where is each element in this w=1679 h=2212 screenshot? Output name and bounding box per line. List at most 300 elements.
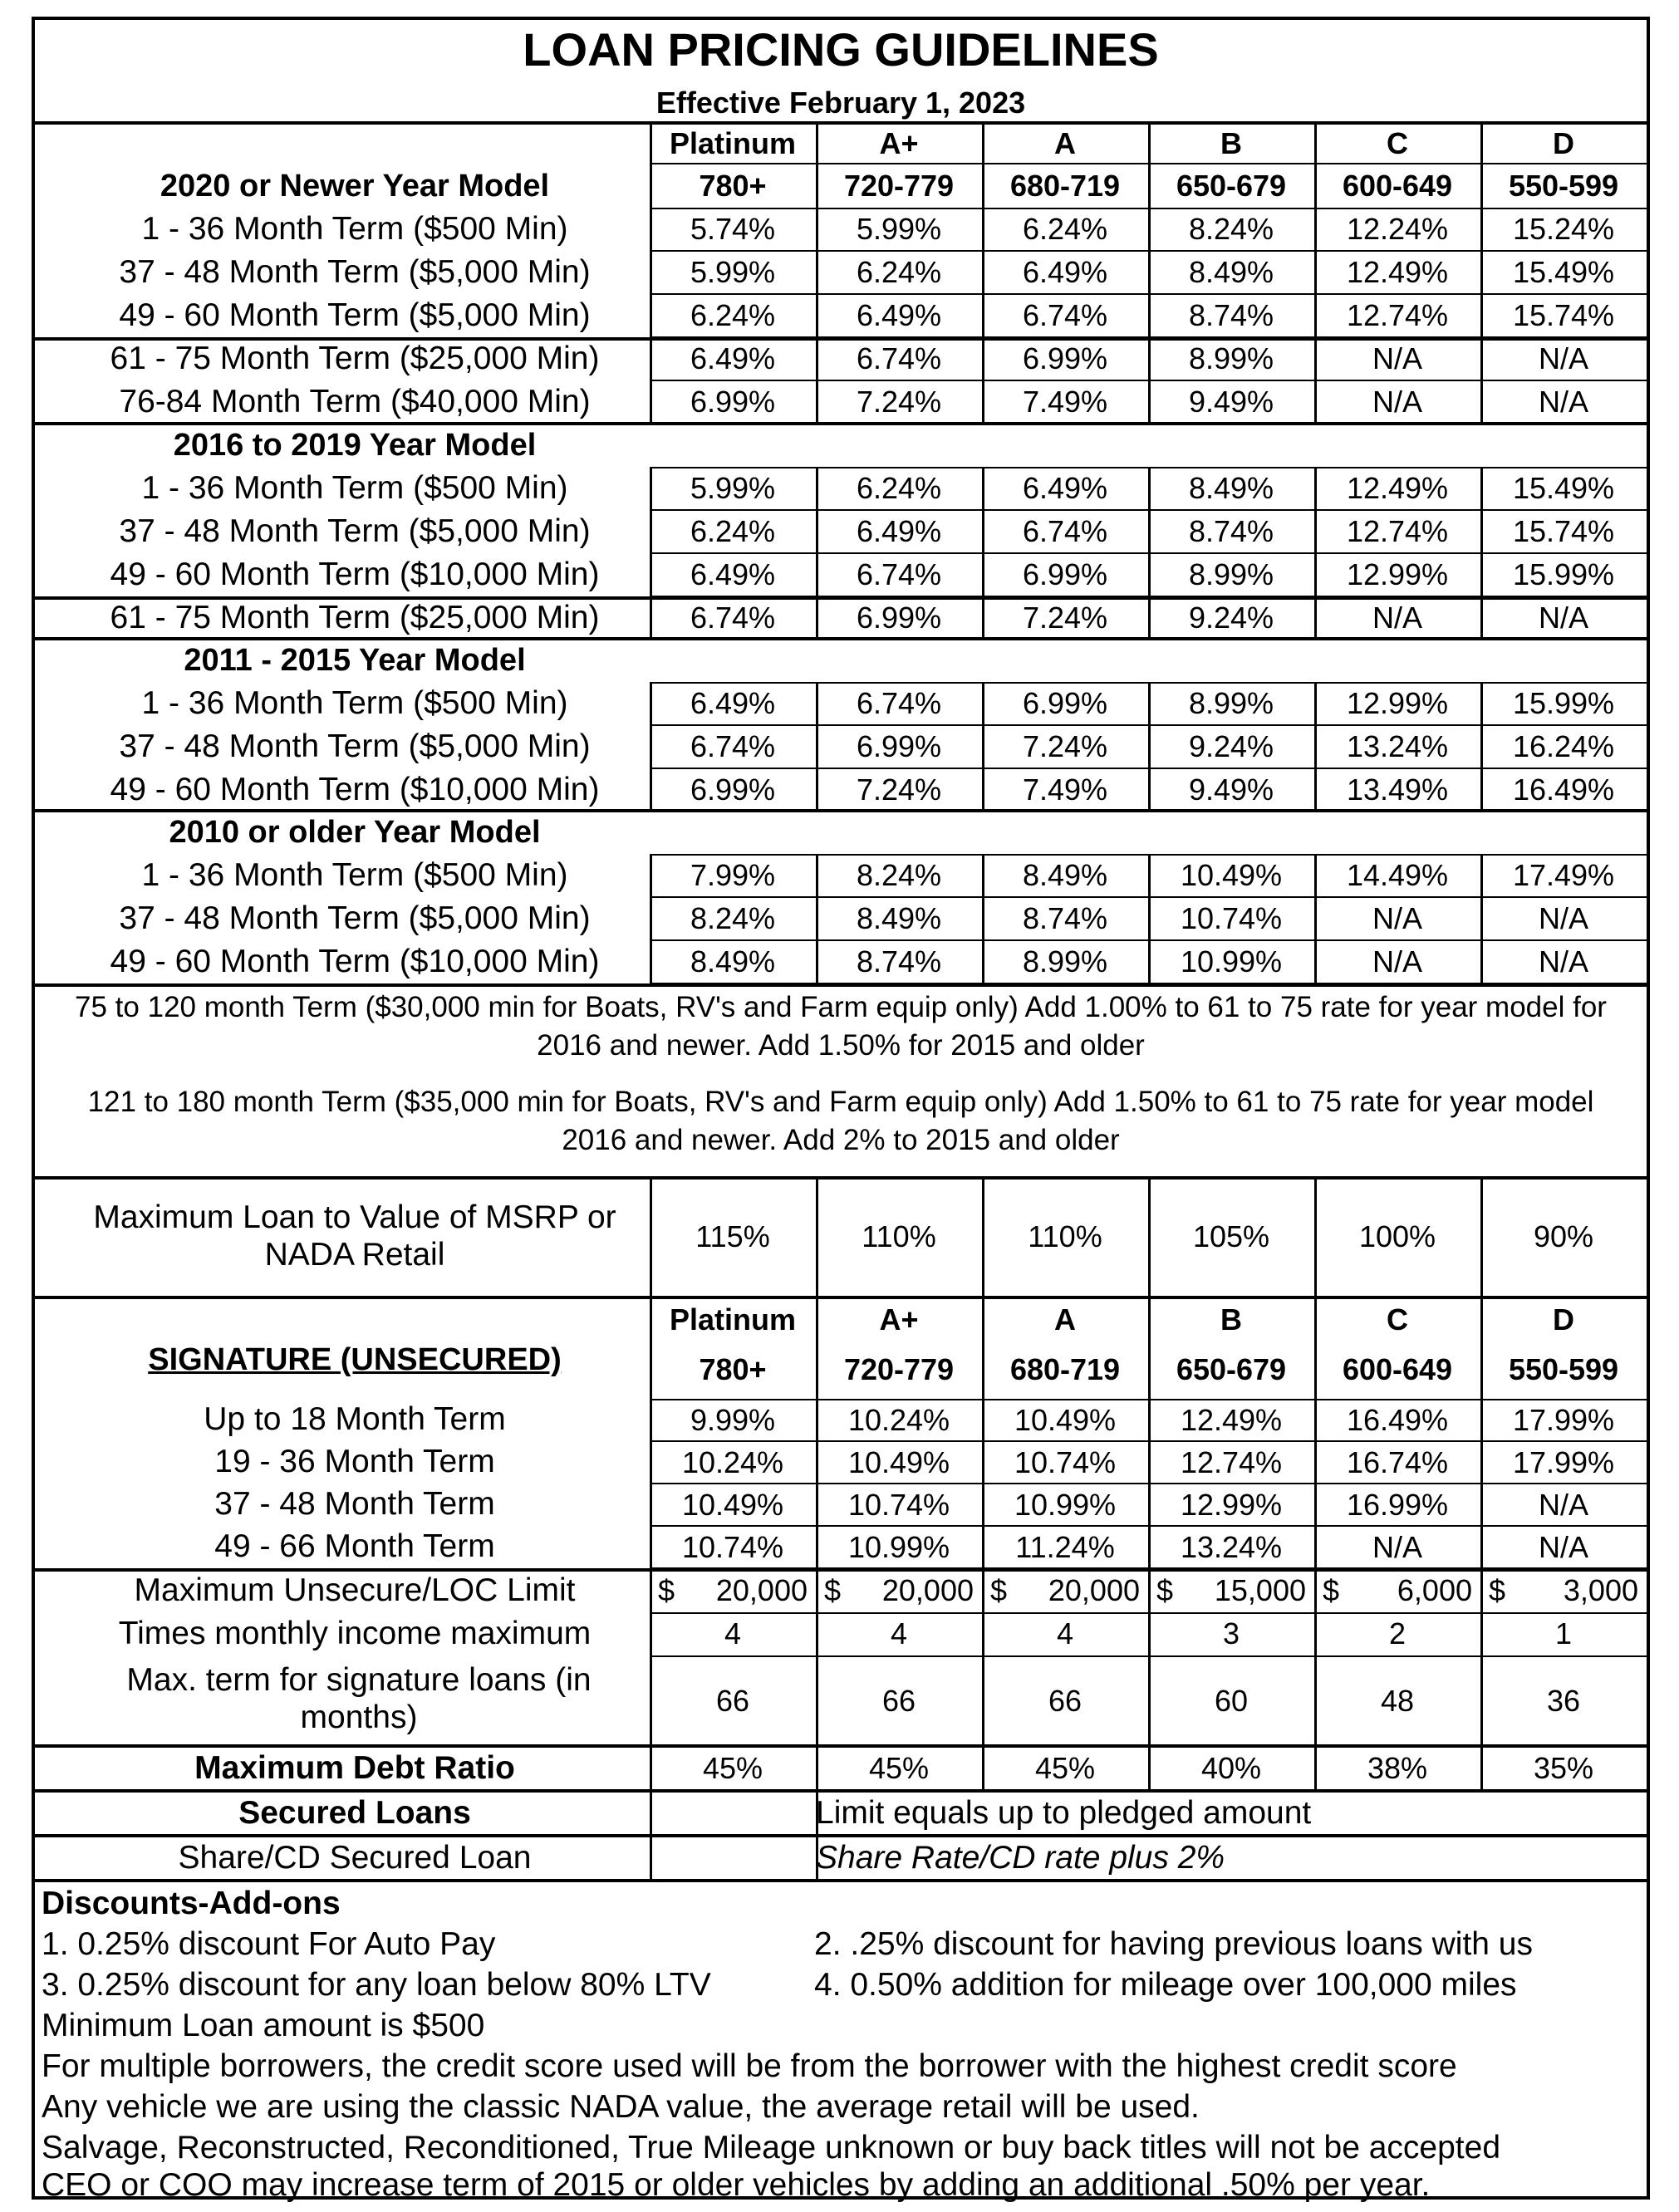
share-cd-text: Share Rate/CD rate plus 2% <box>816 1839 1225 1876</box>
rule <box>35 637 1647 640</box>
column-rule <box>1480 1399 1483 1568</box>
limit-amount: 6,000 <box>1397 1573 1472 1608</box>
rate-cell-b: 8.99% <box>1188 557 1274 592</box>
rate-cell-b: 9.49% <box>1188 385 1274 419</box>
rate-cell-d: 15.74% <box>1512 514 1615 549</box>
column-rule <box>1314 125 1317 208</box>
sig-rate-cell-c: 16.99% <box>1346 1487 1449 1522</box>
column-rule <box>982 467 984 640</box>
term-label: 37 - 48 Month Term ($5,000 Min) <box>119 513 591 549</box>
discount-line-5: CEO or COO may increase term of 2015 or older vehicles by adding an additional .50% per year. <box>42 2167 1431 2203</box>
column-rule <box>816 1568 818 1791</box>
term-label: 49 - 60 Month Term ($10,000 Min) <box>110 556 600 592</box>
column-rule <box>650 1299 652 1399</box>
rate-cell-platinum: 8.49% <box>690 944 776 979</box>
rate-cell-platinum: 7.99% <box>690 858 776 893</box>
column-rule <box>1480 1299 1483 1399</box>
rate-cell-platinum: 6.99% <box>690 772 776 807</box>
column-rule <box>1314 1299 1317 1399</box>
rule <box>35 1834 1647 1837</box>
column-rule <box>1314 1176 1317 1296</box>
rate-cell-d: 15.99% <box>1512 686 1615 721</box>
rate-cell-c: N/A <box>1372 944 1422 979</box>
column-rule <box>650 1568 652 1791</box>
rate-cell-b: 8.49% <box>1188 255 1274 290</box>
rate-cell-a: 7.24% <box>1022 601 1108 635</box>
score-header-platinum: 780+ <box>699 169 767 204</box>
unsecure-limit-cell <box>1480 1570 1647 1611</box>
column-rule <box>1148 125 1151 208</box>
column-rule <box>650 854 652 983</box>
currency-symbol: $ <box>990 1573 1008 1608</box>
rate-cell-a-plus: 6.49% <box>856 298 942 333</box>
section-heading: 2011 - 2015 Year Model <box>184 642 526 678</box>
rate-cell-a: 7.49% <box>1022 772 1108 807</box>
rate-cell-a: 8.74% <box>1022 901 1108 936</box>
rate-cell-d: N/A <box>1538 341 1588 376</box>
tier-header-a: A <box>1054 126 1076 161</box>
rate-cell-a-plus: 6.99% <box>856 729 942 764</box>
rate-cell-platinum: 5.99% <box>690 471 776 506</box>
sig-rate-cell-d: 17.99% <box>1512 1402 1615 1437</box>
column-rule <box>1148 1399 1151 1568</box>
rate-cell-platinum: 6.74% <box>690 729 776 764</box>
column-rule <box>1148 1176 1151 1296</box>
rate-cell-c: 12.49% <box>1346 255 1449 290</box>
unsecure-limit-cell <box>1314 1570 1480 1611</box>
column-rule <box>1647 682 1649 812</box>
sig-rate-cell-c: N/A <box>1372 1529 1422 1564</box>
rate-cell-b: 10.99% <box>1180 944 1283 979</box>
rate-cell-b: 9.49% <box>1188 772 1274 807</box>
unsecure-limit-cell <box>816 1570 982 1611</box>
sig-rate-cell-a: 11.24% <box>1015 1529 1115 1564</box>
share-cd-label: Share/CD Secured Loan <box>178 1839 532 1876</box>
max-term-cell-a: 66 <box>1048 1684 1083 1719</box>
tier-header-c: C <box>1387 126 1408 161</box>
rate-cell-d: 16.49% <box>1512 772 1615 807</box>
tier-header-a-plus: A+ <box>879 126 919 161</box>
sig-term-label: 37 - 48 Month Term <box>214 1486 495 1523</box>
column-rule <box>650 1176 652 1296</box>
limit-amount: 20,000 <box>1048 1573 1140 1608</box>
column-rule <box>1647 208 1649 424</box>
column-rule <box>1148 1299 1151 1399</box>
rate-cell-d: 17.49% <box>1512 858 1615 893</box>
column-rule <box>650 1789 652 1881</box>
sig-rate-cell-platinum: 10.24% <box>681 1444 784 1479</box>
income-max-cell-platinum: 4 <box>724 1616 742 1651</box>
debt-ratio-cell-a-plus: 45% <box>868 1751 930 1786</box>
column-rule <box>1480 854 1483 983</box>
rate-cell-a: 6.74% <box>1022 298 1108 333</box>
rate-cell-platinum: 6.49% <box>690 557 776 592</box>
column-rule <box>816 208 818 424</box>
sig-rate-cell-b: 12.49% <box>1180 1402 1283 1437</box>
term-label: 76-84 Month Term ($40,000 Min) <box>119 383 591 419</box>
term-label: 61 - 75 Month Term ($25,000 Min) <box>110 599 600 635</box>
rate-cell-b: 8.74% <box>1188 298 1274 333</box>
column-rule <box>1647 1176 1649 1296</box>
column-rule <box>1314 1568 1317 1791</box>
limit-amount: 15,000 <box>1214 1573 1306 1608</box>
secured-loans-text: Limit equals up to pledged amount <box>816 1794 1312 1831</box>
rate-cell-platinum: 5.99% <box>690 255 776 290</box>
term-label: 49 - 60 Month Term ($10,000 Min) <box>110 771 600 807</box>
column-rule <box>816 1399 818 1568</box>
column-rule <box>650 208 652 424</box>
sig-term-label: Up to 18 Month Term <box>204 1401 506 1438</box>
rate-cell-c: N/A <box>1372 385 1422 419</box>
column-rule <box>816 1299 818 1399</box>
rate-cell-c: N/A <box>1372 601 1422 635</box>
rate-cell-a: 6.99% <box>1022 341 1108 376</box>
rate-cell-platinum: 6.99% <box>690 385 776 419</box>
discount-item-1: 1. 0.25% discount For Auto Pay <box>42 1926 496 1962</box>
rate-cell-platinum: 6.74% <box>690 601 776 635</box>
unsecure-limit-cell <box>982 1570 1148 1611</box>
score-header-d: 550-599 <box>1508 169 1619 204</box>
discount-item-2: 2. .25% discount for having previous loans with us <box>814 1926 1533 1962</box>
rate-cell-d: 15.99% <box>1512 557 1615 592</box>
rate-cell-a-plus: 7.24% <box>856 772 942 807</box>
rate-cell-c: 12.99% <box>1346 686 1449 721</box>
rate-cell-a-plus: 8.49% <box>856 901 942 936</box>
sig-rate-cell-d: N/A <box>1538 1487 1588 1522</box>
column-rule <box>1480 682 1483 812</box>
ltv-cell-c: 100% <box>1358 1219 1436 1254</box>
sig-tier-header-a-plus: A+ <box>879 1302 919 1337</box>
rate-cell-b: 8.99% <box>1188 341 1274 376</box>
rate-cell-a: 8.99% <box>1022 944 1108 979</box>
rate-cell-platinum: 8.24% <box>690 901 776 936</box>
column-rule <box>1480 125 1483 208</box>
rate-cell-platinum: 6.49% <box>690 686 776 721</box>
term-label: 37 - 48 Month Term ($5,000 Min) <box>119 900 591 936</box>
column-rule <box>1647 1399 1649 1568</box>
sig-rate-cell-c: 16.49% <box>1346 1402 1449 1437</box>
sig-score-header-c: 600-649 <box>1342 1352 1453 1387</box>
ltv-cell-a: 110% <box>1028 1219 1102 1254</box>
limit-amount: 20,000 <box>715 1573 808 1608</box>
column-rule <box>1148 208 1151 424</box>
limit-amount: 20,000 <box>881 1573 974 1608</box>
column-rule <box>1148 854 1151 983</box>
unsecure-limit-cell <box>650 1570 816 1611</box>
rate-cell-c: 12.74% <box>1346 298 1449 333</box>
column-rule <box>816 125 818 208</box>
rate-cell-d: N/A <box>1538 901 1588 936</box>
section-heading: 2016 to 2019 Year Model <box>173 427 537 463</box>
rate-cell-d: 15.49% <box>1512 255 1615 290</box>
tier-header-d: D <box>1553 126 1574 161</box>
sig-tier-header-c: C <box>1387 1302 1408 1337</box>
discounts-heading: Discounts-Add-ons <box>42 1886 341 1921</box>
rate-cell-a-plus: 8.74% <box>856 944 942 979</box>
rate-cell-a-plus: 6.74% <box>856 686 942 721</box>
rate-cell-b: 9.24% <box>1188 601 1274 635</box>
max-term-cell-c: 48 <box>1380 1684 1415 1719</box>
rate-cell-c: 14.49% <box>1346 858 1449 893</box>
sig-rate-cell-d: N/A <box>1538 1529 1588 1564</box>
income-max-cell-d: 1 <box>1554 1616 1573 1651</box>
sig-tier-header-platinum: Platinum <box>669 1302 796 1337</box>
rate-cell-d: 15.24% <box>1512 212 1615 247</box>
rule <box>35 1789 1647 1793</box>
column-rule <box>1148 1568 1151 1791</box>
income-max-cell-b: 3 <box>1222 1616 1240 1651</box>
ltv-cell-platinum: 115% <box>695 1219 770 1254</box>
column-rule <box>1480 1568 1483 1791</box>
sig-rate-cell-b: 12.99% <box>1180 1487 1283 1522</box>
sig-term-label: 49 - 66 Month Term <box>214 1528 495 1565</box>
rate-cell-b: 8.99% <box>1188 686 1274 721</box>
rate-cell-d: N/A <box>1538 601 1588 635</box>
column-rule <box>1148 467 1151 640</box>
rate-cell-a-plus: 6.24% <box>856 471 942 506</box>
rate-cell-c: 12.49% <box>1346 471 1449 506</box>
discount-item-4: 4. 0.50% addition for mileage over 100,000 miles <box>814 1967 1517 2003</box>
term-label: 61 - 75 Month Term ($25,000 Min) <box>110 340 600 376</box>
rate-cell-a: 6.24% <box>1022 212 1108 247</box>
rate-cell-b: 8.24% <box>1188 212 1274 247</box>
discount-line-3: Any vehicle we are using the classic NADA value, the average retail will be used. <box>42 2089 1200 2125</box>
term-label: 1 - 36 Month Term ($500 Min) <box>141 856 568 893</box>
column-rule <box>1314 208 1317 424</box>
rate-cell-platinum: 6.49% <box>690 341 776 376</box>
rate-cell-c: 12.74% <box>1346 514 1449 549</box>
discount-item-3: 3. 0.25% discount for any loan below 80% LTV <box>42 1967 711 2003</box>
debt-ratio-cell-d: 35% <box>1533 1751 1594 1786</box>
term-label: 1 - 36 Month Term ($500 Min) <box>141 210 568 247</box>
sig-rate-cell-a-plus: 10.24% <box>847 1402 950 1437</box>
ltv-label: Maximum Loan to Value of MSRP or NADA Retail <box>93 1199 616 1273</box>
term-label: 37 - 48 Month Term ($5,000 Min) <box>119 253 591 290</box>
rule <box>35 422 1647 425</box>
term-label: 37 - 48 Month Term ($5,000 Min) <box>119 728 591 764</box>
sig-score-header-platinum: 780+ <box>699 1352 767 1387</box>
rate-cell-a: 7.49% <box>1022 385 1108 419</box>
column-rule <box>650 1399 652 1568</box>
sig-rate-cell-b: 12.74% <box>1180 1444 1283 1479</box>
currency-symbol: $ <box>1489 1573 1506 1608</box>
column-rule <box>982 125 984 208</box>
rate-cell-a: 7.24% <box>1022 729 1108 764</box>
discount-line-2: For multiple borrowers, the credit score used will be from the borrower with the highest credit score <box>42 2048 1457 2084</box>
column-rule <box>982 1399 984 1568</box>
rate-cell-a-plus: 8.24% <box>856 858 942 893</box>
discount-line-1: Minimum Loan amount is $500 <box>42 2008 485 2043</box>
column-rule <box>982 854 984 983</box>
score-header-c: 600-649 <box>1342 169 1453 204</box>
currency-symbol: $ <box>824 1573 842 1608</box>
column-rule <box>1647 467 1649 640</box>
note-121-180: 121 to 180 month Term ($35,000 min for Boats, RV's and Farm equip only) Add 1.50% to 61 to 75 rate for year model 2016 and newer. Add 2% to 2015 and older <box>87 1086 1594 1156</box>
rate-cell-b: 8.49% <box>1188 471 1274 506</box>
unsecure-limit-cell <box>1148 1570 1314 1611</box>
sig-rate-cell-platinum: 9.99% <box>690 1402 776 1437</box>
sig-rate-cell-platinum: 10.49% <box>681 1487 784 1522</box>
section-heading: 2020 or Newer Year Model <box>160 168 550 204</box>
sig-rate-cell-c: 16.74% <box>1346 1444 1449 1479</box>
sig-score-header-a: 680-719 <box>1009 1352 1121 1387</box>
rate-cell-d: 15.49% <box>1512 471 1615 506</box>
tier-header-platinum: Platinum <box>669 126 796 161</box>
secured-loans-label: Secured Loans <box>238 1794 471 1831</box>
score-header-a: 680-719 <box>1009 169 1121 204</box>
rate-cell-d: N/A <box>1538 944 1588 979</box>
rate-cell-a-plus: 6.49% <box>856 514 942 549</box>
currency-symbol: $ <box>1156 1573 1174 1608</box>
sig-rate-cell-b: 13.24% <box>1180 1529 1283 1564</box>
sig-rate-cell-a-plus: 10.74% <box>847 1487 950 1522</box>
column-rule <box>1647 854 1649 983</box>
column-rule <box>982 1176 984 1296</box>
rate-cell-a: 6.49% <box>1022 471 1108 506</box>
column-rule <box>1480 208 1483 424</box>
column-rule <box>1647 1299 1649 1399</box>
column-rule <box>1480 467 1483 640</box>
rate-cell-a-plus: 6.99% <box>856 601 942 635</box>
sig-score-header-a-plus: 720-779 <box>843 1352 955 1387</box>
rate-cell-c: 13.49% <box>1346 772 1449 807</box>
rule <box>35 1176 1647 1180</box>
sig-rate-cell-platinum: 10.74% <box>681 1529 784 1564</box>
rate-cell-b: 10.49% <box>1180 858 1283 893</box>
rate-cell-platinum: 5.74% <box>690 212 776 247</box>
sig-score-header-b: 650-679 <box>1176 1352 1287 1387</box>
column-rule <box>650 467 652 640</box>
tier-header-b: B <box>1220 126 1242 161</box>
currency-symbol: $ <box>658 1573 675 1608</box>
rate-cell-a: 8.49% <box>1022 858 1108 893</box>
limit-amount: 3,000 <box>1563 1573 1638 1608</box>
rate-cell-a-plus: 7.24% <box>856 385 942 419</box>
sig-tier-header-b: B <box>1220 1302 1242 1337</box>
currency-symbol: $ <box>1323 1573 1340 1608</box>
score-header-b: 650-679 <box>1176 169 1287 204</box>
column-rule <box>1314 467 1317 640</box>
debt-ratio-label: Maximum Debt Ratio <box>194 1749 515 1786</box>
debt-ratio-cell-platinum: 45% <box>702 1751 763 1786</box>
sig-score-header-d: 550-599 <box>1508 1352 1619 1387</box>
rate-cell-d: 16.24% <box>1512 729 1615 764</box>
sig-rate-cell-a-plus: 10.49% <box>847 1444 950 1479</box>
column-rule <box>816 1176 818 1296</box>
rate-cell-a-plus: 6.24% <box>856 255 942 290</box>
rate-cell-d: N/A <box>1538 385 1588 419</box>
score-header-a-plus: 720-779 <box>843 169 955 204</box>
column-rule <box>982 1568 984 1791</box>
max-term-cell-platinum: 66 <box>715 1684 750 1719</box>
sig-rate-cell-a: 10.99% <box>1014 1487 1117 1522</box>
rate-cell-c: N/A <box>1372 341 1422 376</box>
rate-cell-b: 10.74% <box>1180 901 1283 936</box>
column-rule <box>1647 125 1649 208</box>
sig-rate-cell-d: 17.99% <box>1512 1444 1615 1479</box>
max-term-label: Max. term for signature loans (in months) <box>126 1662 592 1735</box>
rate-cell-a-plus: 6.74% <box>856 341 942 376</box>
rate-cell-platinum: 6.24% <box>690 514 776 549</box>
sig-rate-cell-a: 10.49% <box>1014 1402 1117 1437</box>
income-max-label: Times monthly income maximum <box>118 1615 592 1651</box>
column-rule <box>982 682 984 812</box>
income-max-cell-a: 4 <box>1056 1616 1074 1651</box>
column-rule <box>1480 1176 1483 1296</box>
sig-tier-header-d: D <box>1553 1302 1574 1337</box>
rate-cell-platinum: 6.24% <box>690 298 776 333</box>
discount-line-4: Salvage, Reconstructed, Reconditioned, True Mileage unknown or buy back titles will not be accepted <box>42 2130 1501 2165</box>
signature-heading: SIGNATURE (UNSECURED) <box>148 1341 562 1377</box>
column-rule <box>982 1299 984 1399</box>
sig-term-label: 19 - 36 Month Term <box>214 1444 495 1480</box>
rate-cell-c: 13.24% <box>1346 729 1449 764</box>
rate-cell-a: 6.99% <box>1022 557 1108 592</box>
column-rule <box>1314 1399 1317 1568</box>
column-rule <box>816 1789 818 1881</box>
unsecure-limit-label: Maximum Unsecure/LOC Limit <box>134 1572 576 1608</box>
ltv-cell-a-plus: 110% <box>862 1219 936 1254</box>
column-rule <box>650 682 652 812</box>
max-term-cell-b: 60 <box>1214 1684 1249 1719</box>
sig-rate-cell-a: 10.74% <box>1014 1444 1117 1479</box>
column-rule <box>1314 682 1317 812</box>
income-max-cell-c: 2 <box>1388 1616 1407 1651</box>
column-rule <box>816 467 818 640</box>
max-term-cell-a-plus: 66 <box>881 1684 916 1719</box>
page-title: LOAN PRICING GUIDELINES <box>523 23 1159 76</box>
column-rule <box>816 682 818 812</box>
debt-ratio-cell-b: 40% <box>1200 1751 1262 1786</box>
term-label: 1 - 36 Month Term ($500 Min) <box>141 469 568 506</box>
sig-rate-cell-a-plus: 10.99% <box>847 1529 950 1564</box>
rate-cell-a: 6.99% <box>1022 686 1108 721</box>
debt-ratio-cell-c: 38% <box>1367 1751 1428 1786</box>
rate-cell-c: 12.99% <box>1346 557 1449 592</box>
effective-date: Effective February 1, 2023 <box>655 86 1026 120</box>
rate-cell-b: 9.24% <box>1188 729 1274 764</box>
column-rule <box>1647 1568 1649 1791</box>
rate-cell-a-plus: 6.74% <box>856 557 942 592</box>
rule <box>35 1879 1647 1882</box>
section-heading: 2010 or older Year Model <box>169 814 541 850</box>
column-rule <box>1148 682 1151 812</box>
rate-cell-c: 12.24% <box>1346 212 1449 247</box>
rate-cell-a: 6.49% <box>1022 255 1108 290</box>
term-label: 49 - 60 Month Term ($10,000 Min) <box>110 943 600 979</box>
column-rule <box>816 854 818 983</box>
rate-cell-c: N/A <box>1372 901 1422 936</box>
rule <box>35 809 1647 812</box>
rate-cell-a: 6.74% <box>1022 514 1108 549</box>
rate-cell-b: 8.74% <box>1188 514 1274 549</box>
rule <box>35 983 1647 987</box>
ltv-cell-b: 105% <box>1192 1219 1270 1254</box>
term-label: 1 - 36 Month Term ($500 Min) <box>141 684 568 721</box>
sig-tier-header-a: A <box>1054 1302 1076 1337</box>
column-rule <box>982 208 984 424</box>
rate-cell-d: 15.74% <box>1512 298 1615 333</box>
rate-cell-a-plus: 5.99% <box>856 212 942 247</box>
ltv-cell-d: 90% <box>1533 1219 1594 1254</box>
note-75-120: 75 to 120 month Term ($30,000 min for Boats, RV's and Farm equip only) Add 1.00% to 61 to 75 rate for year model for 2016 and newer. Add 1.50% for 2015 and older <box>75 991 1607 1062</box>
pricing-sheet <box>32 17 1650 2203</box>
income-max-cell-a-plus: 4 <box>890 1616 908 1651</box>
debt-ratio-cell-a: 45% <box>1034 1751 1096 1786</box>
term-label: 49 - 60 Month Term ($5,000 Min) <box>119 297 591 333</box>
max-term-cell-d: 36 <box>1546 1684 1581 1719</box>
column-rule <box>1314 854 1317 983</box>
